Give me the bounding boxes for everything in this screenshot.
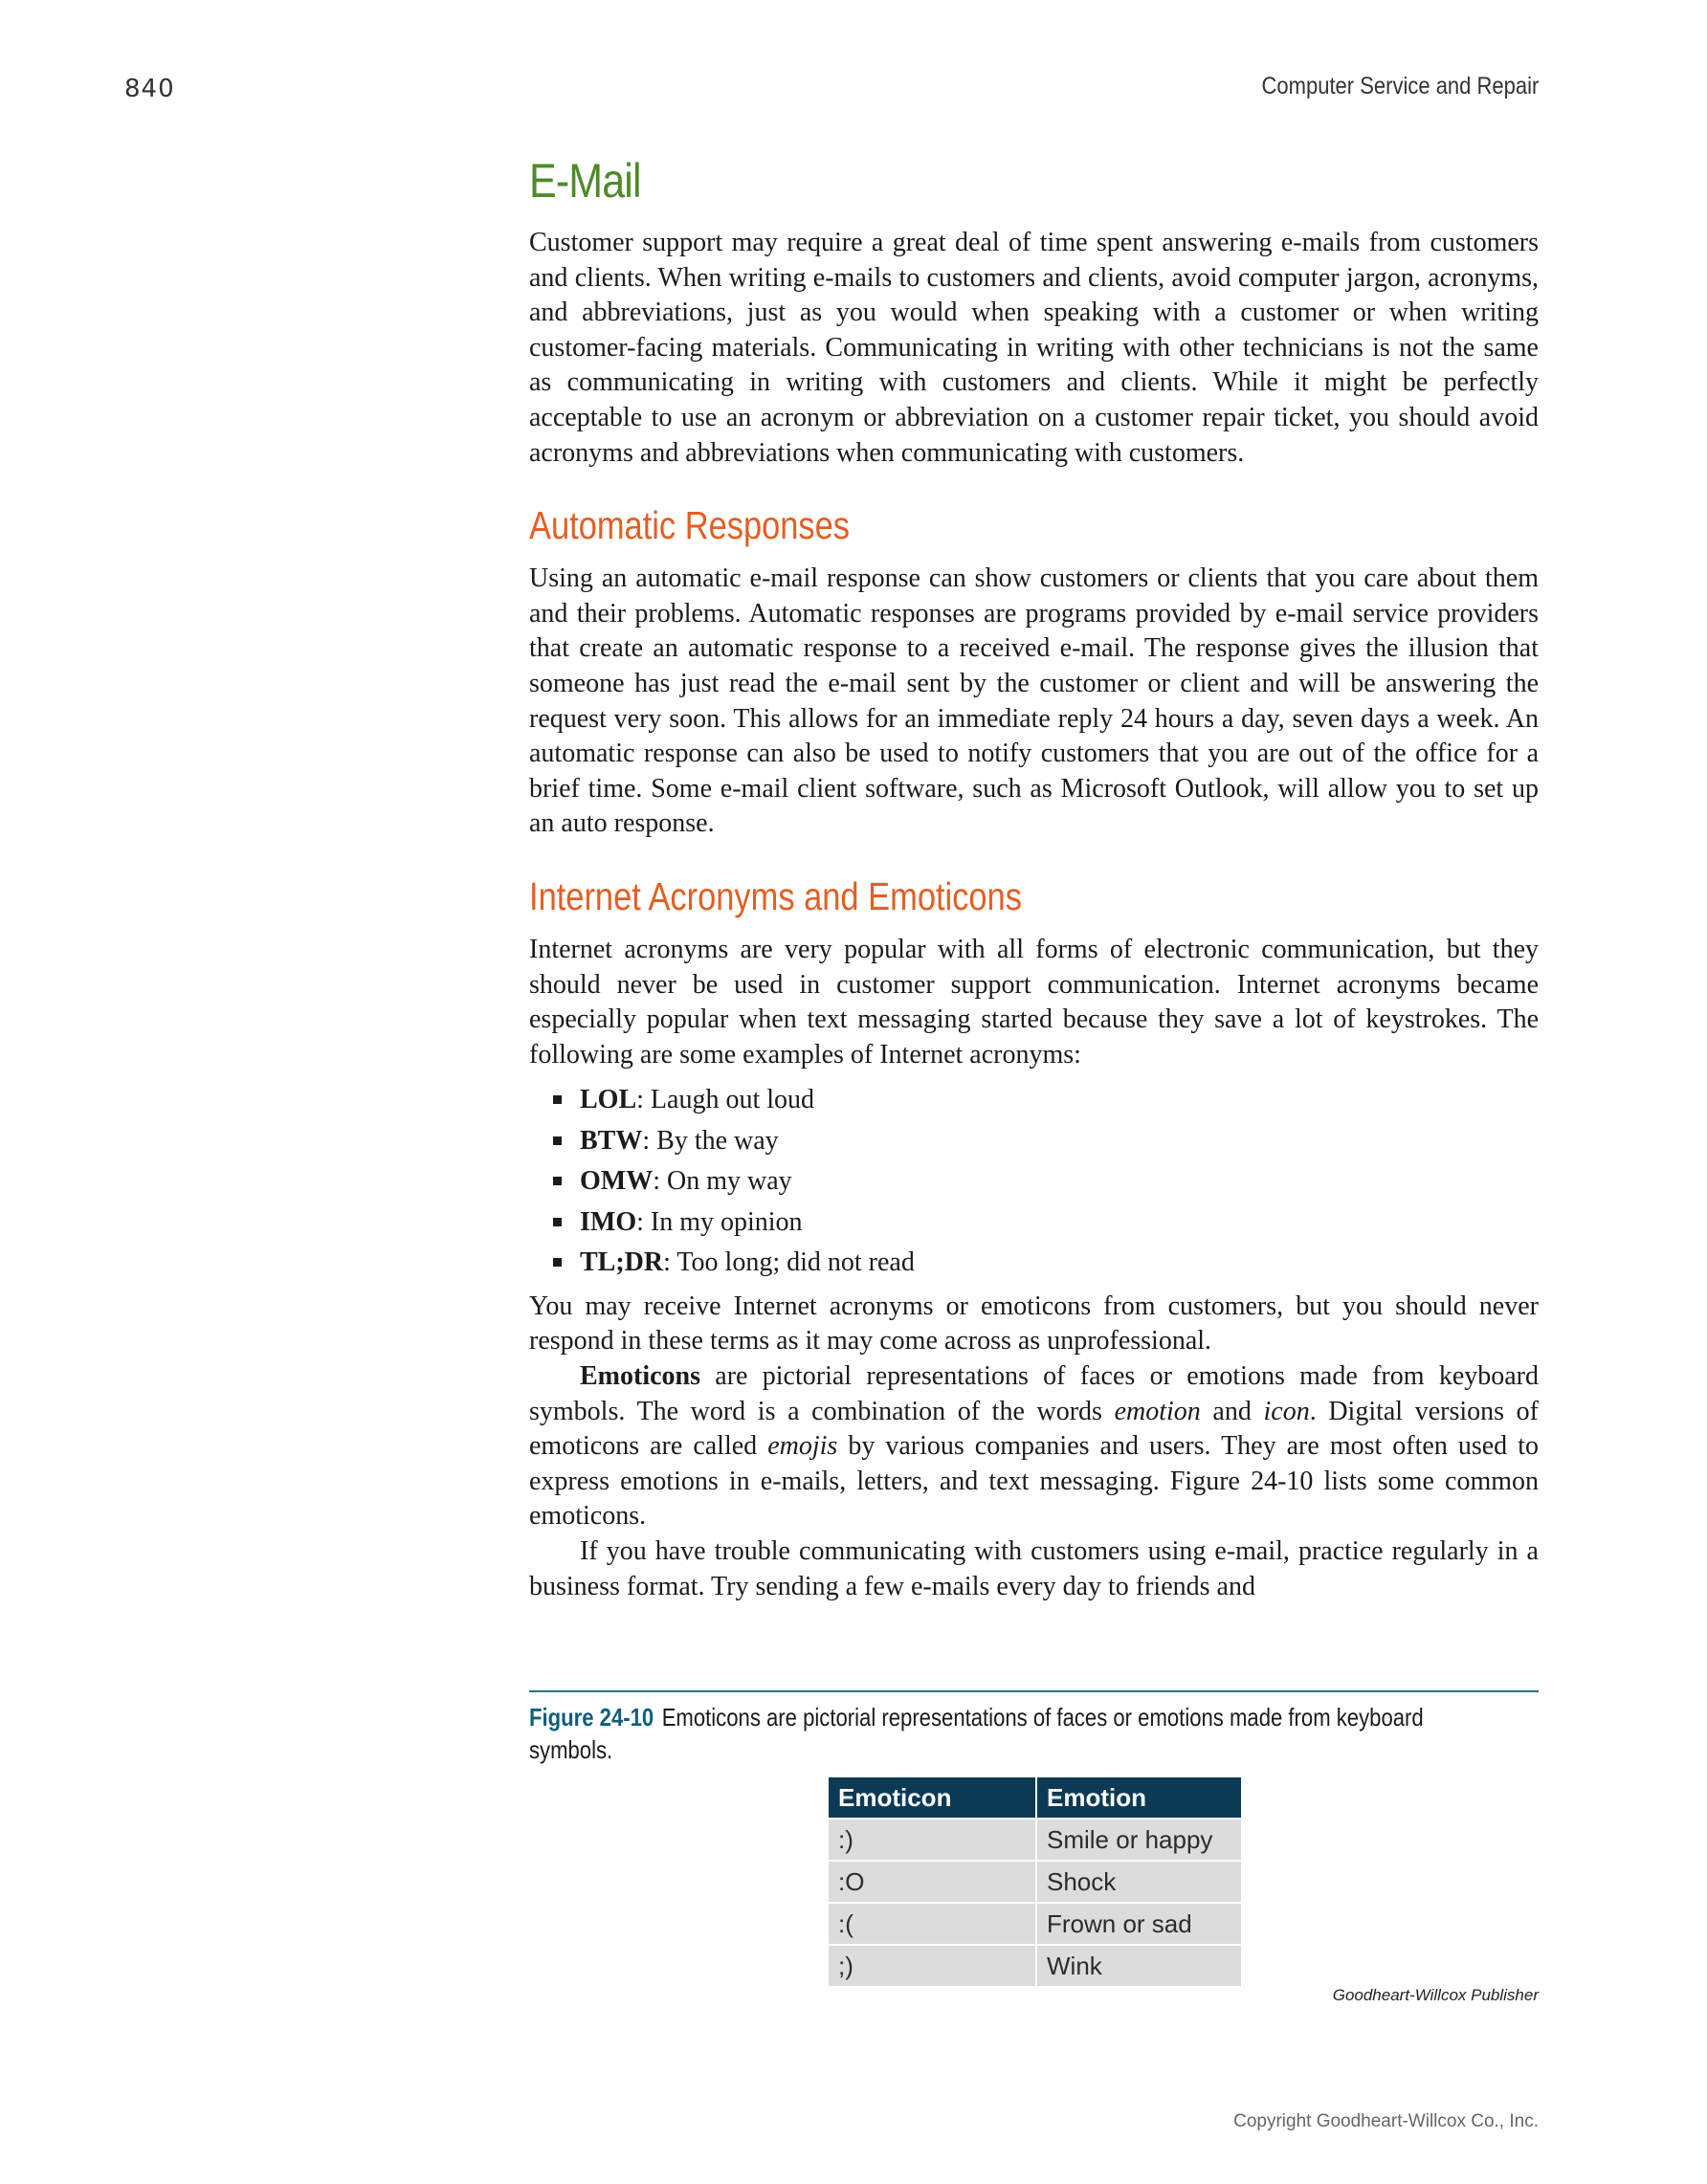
figure-caption (529, 1701, 1440, 1766)
emphasis-emojis: emojis (767, 1431, 838, 1462)
table-header-row (829, 1777, 1241, 1818)
list-item (553, 1243, 1539, 1284)
emoticons-text: by various companies and users. They are most often used to express emotions in e-mails, letters, and text messaging. Figure 24-10 lists some common emoticons. (529, 1431, 1539, 1532)
acronym-list (529, 1080, 1539, 1284)
table-cell-emotion: Shock (1037, 1860, 1241, 1902)
emphasis-emotion: emotion (1114, 1396, 1201, 1426)
section-heading-email: E-Mail (529, 154, 641, 208)
emoticons-term: Emoticons (580, 1360, 700, 1391)
acronym-meaning: : Laugh out loud (636, 1085, 815, 1115)
table-row (829, 1944, 1241, 1986)
acronym-term: OMW (580, 1166, 654, 1197)
acronym-meaning: : On my way (653, 1166, 792, 1197)
section-heading-internet-acronyms: Internet Acronyms and Emoticons (529, 873, 1022, 918)
column-header-emoticon: Emoticon (829, 1777, 1037, 1818)
figure-divider (529, 1690, 1539, 1692)
copyright-notice: Copyright Goodheart-Willcox Co., Inc. (1233, 2111, 1539, 2131)
acronym-term: TL;DR (580, 1247, 664, 1278)
acronyms-intro-paragraph: Internet acronyms are very popular with all forms of electronic communication, but they should never be used in customer support communication. Internet acronyms became especially popular when text messaging started because they save a lot of keystrokes. The following are some examples of Internet acronyms: (529, 934, 1539, 1070)
table-cell-emoticon: :O (829, 1860, 1037, 1902)
bullet-icon (553, 1218, 562, 1226)
list-item (553, 1121, 1539, 1162)
section-heading-automatic-responses: Automatic Responses (529, 503, 851, 548)
table-row (829, 1902, 1241, 1944)
acronym-term: BTW (580, 1125, 643, 1156)
acronym-term: LOL (580, 1085, 637, 1115)
column-header-emotion: Emotion (1037, 1777, 1241, 1818)
after-list-paragraph: You may receive Internet acronyms or emoticons from customers, but you should never respond in these terms as it may come across as unprofessional. (529, 1291, 1539, 1357)
list-item (553, 1080, 1539, 1121)
bullet-icon (553, 1177, 562, 1185)
page-number: 840 (124, 75, 175, 103)
acronym-meaning: : By the way (642, 1125, 779, 1156)
running-head: Computer Service and Repair (1261, 73, 1539, 99)
emoticons-text: and (1200, 1396, 1264, 1426)
emoticons-text: are pictorial representations of faces or emotions made from keyboard symbols. The word is a combination of the words (529, 1360, 1539, 1426)
page-body (529, 153, 1539, 1604)
figure-label: Figure 24-10 (529, 1703, 654, 1732)
table-cell-emoticon: ;) (829, 1944, 1037, 1986)
figure-credit: Goodheart-Willcox Publisher (1332, 1986, 1539, 2004)
figure-caption-text: Emoticons are pictorial representations of faces or emotions made from keyboard symbols. (529, 1703, 1424, 1764)
acronym-meaning: : In my opinion (636, 1206, 803, 1237)
bullet-icon (553, 1095, 562, 1104)
acronym-meaning: : Too long; did not read (663, 1247, 915, 1278)
bullet-icon (553, 1136, 562, 1145)
table-cell-emotion: Wink (1037, 1944, 1241, 1986)
table-cell-emotion: Smile or happy (1037, 1818, 1241, 1860)
list-item (553, 1161, 1539, 1202)
bullet-icon (553, 1258, 562, 1267)
email-paragraph: Customer support may require a great deal of time spent answering e-mails from customers and clients. When writing e-mails to customers and clients, avoid computer jargon, acronyms, and abbreviations, just as you would when speaking with a customer or when writing customer-facing materials. Communicating in writing with other technicians is not the same as communicating in writing with customers and clients. While it might be perfectly acceptable to use an acronym or abbreviation on a customer repair ticket, you should avoid acronyms and abbreviations when communicating with customers. (529, 228, 1539, 468)
table-cell-emoticon: :) (829, 1818, 1037, 1860)
emphasis-icon: icon (1263, 1396, 1310, 1426)
table-row (829, 1860, 1241, 1902)
table-row (829, 1818, 1241, 1860)
list-item (553, 1202, 1539, 1244)
table-cell-emoticon: :( (829, 1902, 1037, 1944)
emoticons-text: . Digital versions of emoticons are called (529, 1396, 1539, 1462)
practice-paragraph: If you have trouble communicating with customers using e-mail, practice regularly in a business format. Try sending a few e-mails every day to friends and (529, 1535, 1539, 1601)
acronym-term: IMO (580, 1206, 637, 1237)
emoticon-table (829, 1777, 1241, 1986)
automatic-responses-paragraph: Using an automatic e-mail response can show customers or clients that you care about them and their problems. Automatic responses are programs provided by e-mail service providers that create an automatic response to a received e-mail. The response gives the illusion that someone has just read the e-mail sent by the customer or client and will be answering the request very soon. This allows for an immediate reply 24 hours a day, seven days a week. An automatic response can also be used to notify customers that you are out of the office for a brief time. Some e-mail client software, such as Microsoft Outlook, will allow you to set up an auto response. (529, 563, 1539, 839)
table-cell-emotion: Frown or sad (1037, 1902, 1241, 1944)
emoticons-paragraph (529, 1359, 1539, 1534)
